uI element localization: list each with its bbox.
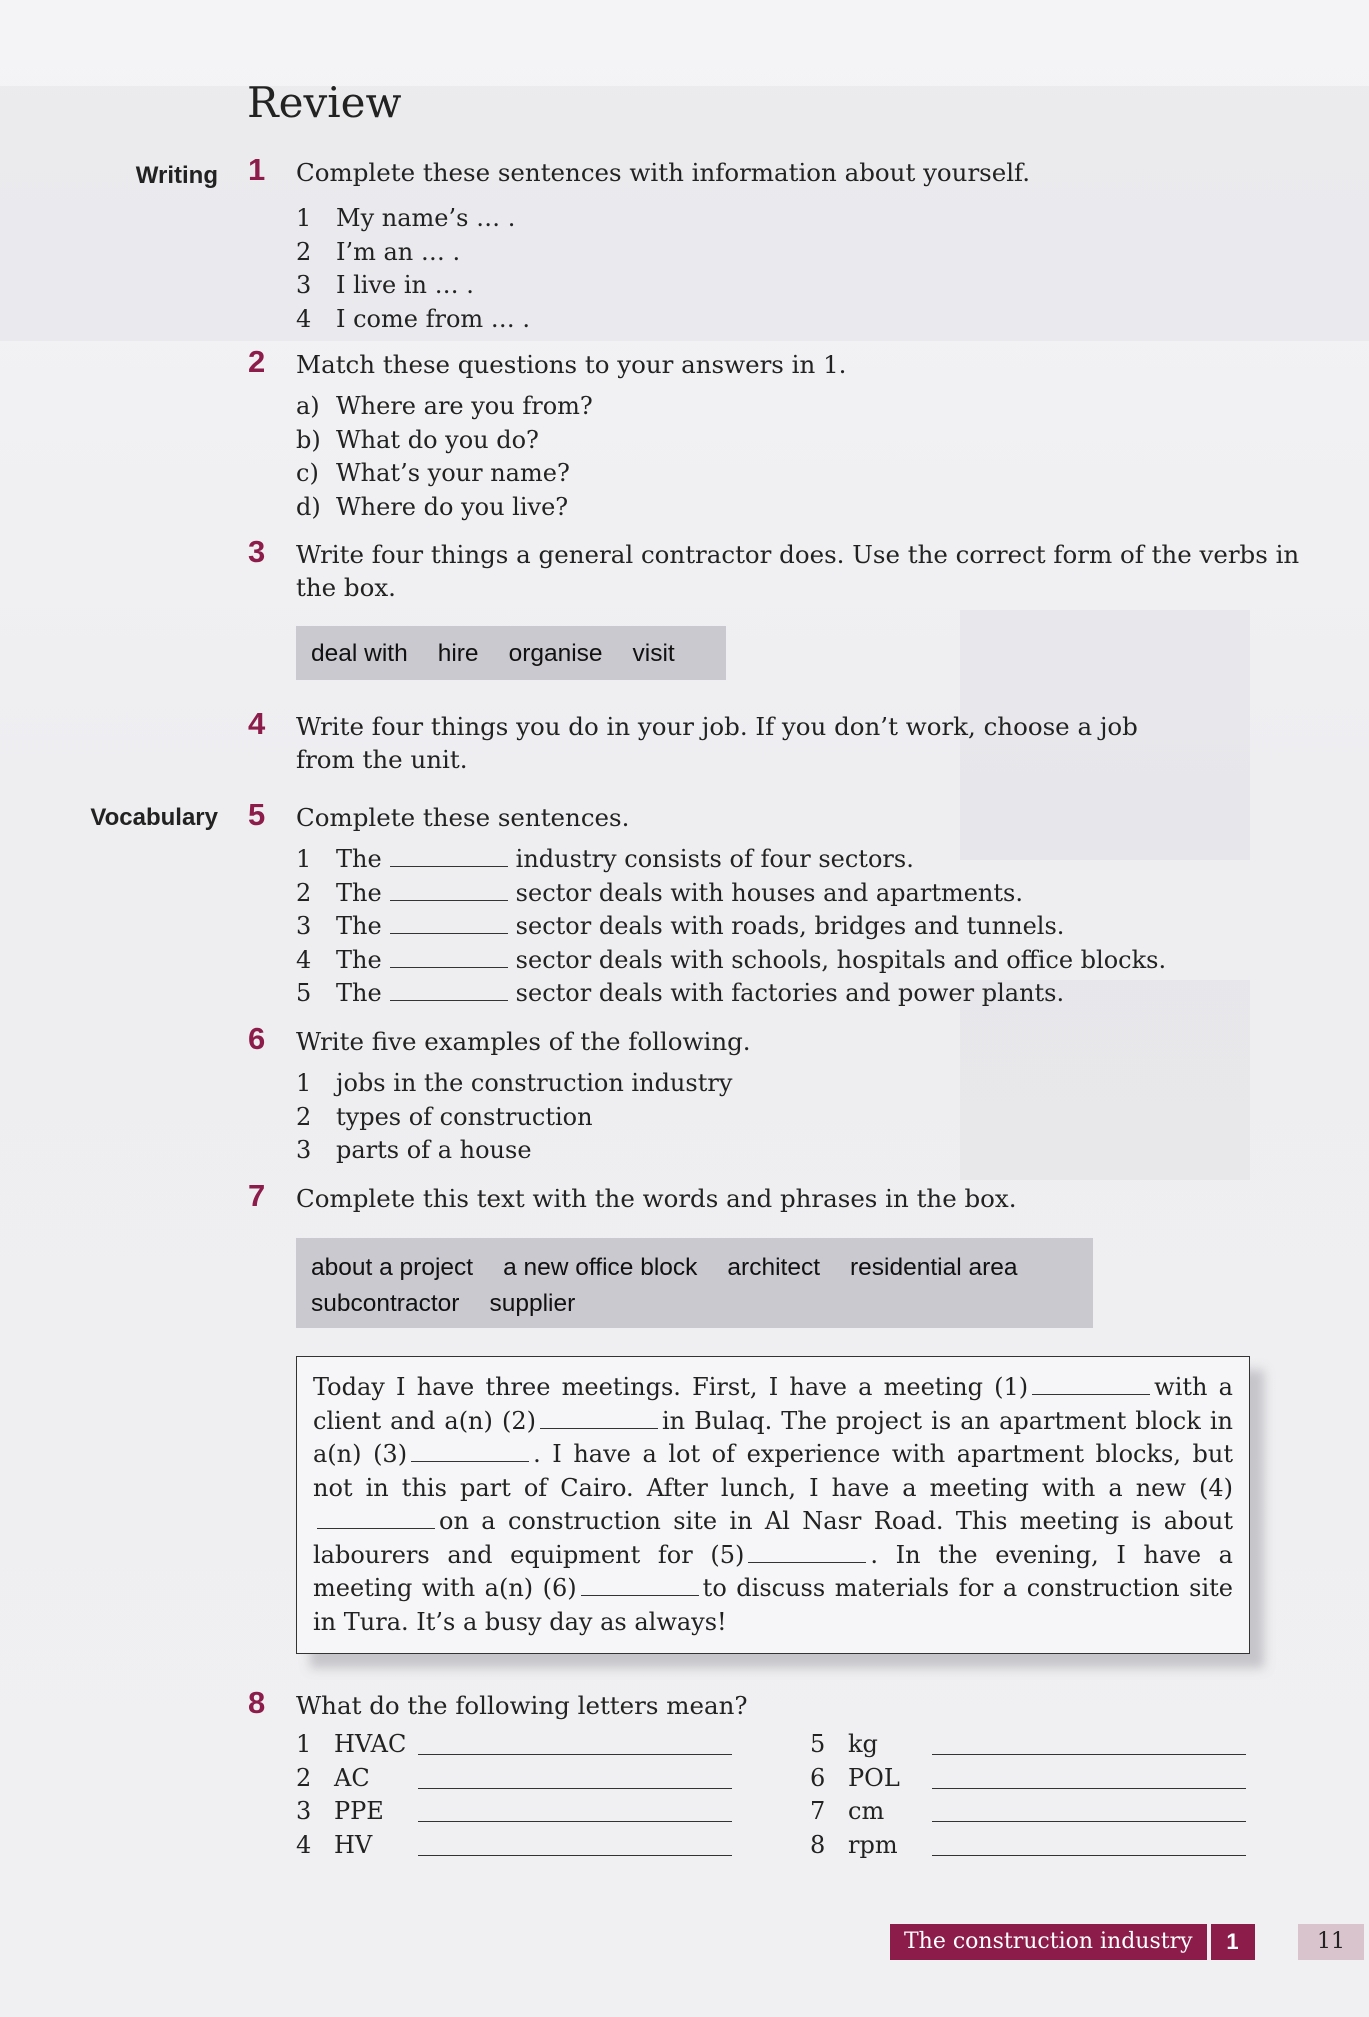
- list-item: c) What’s your name?: [296, 459, 570, 487]
- list-item: b) What do you do?: [296, 425, 539, 454]
- exercise-instruction: What do the following letters mean?: [296, 1691, 748, 1720]
- list-item: 3 The sector deals with roads, bridges and tunnels.: [296, 912, 1065, 940]
- item-list: [296, 843, 1166, 1011]
- answer-line[interactable]: [932, 1855, 1246, 1856]
- passage-text: Today I have three meetings. First, I have a meeting (1) with a client and a(n) (2) in Bulaq. The project is an apartment block in a(n) (3) . I have a lot of experience with apartment blocks, but not in this part of Cairo. After lunch, I have a meeting with a new (4)on a construction site in Al Nasr Road. This meeting is about labourers and equipment for (5) . In the evening, I have a meeting with a(n) (6) to discuss materials for a construction site in Tura. It’s a busy day as always!: [313, 1373, 1233, 1636]
- list-item: 3 I live in … .: [296, 271, 474, 299]
- exercise-number: 6: [248, 1021, 266, 1056]
- exercise-instruction: Write five examples of the following.: [296, 1027, 751, 1056]
- answer-blank[interactable]: [540, 1410, 658, 1429]
- list-item: 1 HVAC: [296, 1728, 736, 1762]
- list-item: 8 rpm: [810, 1829, 1250, 1863]
- list-item: 7 cm: [810, 1795, 1250, 1829]
- list-item: 5 kg: [810, 1728, 1250, 1762]
- exercise-instruction: Write four things a general contractor does. Use the correct form of the verbs in the box.: [296, 540, 1300, 602]
- list-item: 6 POL: [810, 1762, 1250, 1796]
- box-word: supplier: [489, 1290, 576, 1317]
- list-item: 4 The sector deals with schools, hospitals and office blocks.: [296, 945, 1167, 974]
- answer-blank[interactable]: [390, 846, 508, 867]
- abbreviation-list-left: [296, 1728, 736, 1862]
- box-word: a new office block: [503, 1254, 698, 1281]
- box-word: organise: [508, 640, 603, 667]
- answer-blank[interactable]: [1032, 1376, 1150, 1395]
- answer-line[interactable]: [932, 1754, 1246, 1755]
- list-item: 1 The industry consists of four sectors.: [296, 845, 914, 873]
- answer-blank[interactable]: [581, 1577, 699, 1596]
- abbreviation-list-right: [810, 1728, 1250, 1862]
- gap-fill-passage: [296, 1356, 1250, 1654]
- list-item: 2 types of construction: [296, 1102, 593, 1131]
- list-item: 2 I’m an … .: [296, 237, 461, 266]
- answer-blank[interactable]: [390, 913, 508, 934]
- item-list: [296, 202, 530, 336]
- answer-blank[interactable]: [748, 1544, 866, 1563]
- phrase-box: [296, 1238, 1093, 1328]
- answer-blank[interactable]: [390, 947, 508, 968]
- list-item: 1 My name’s … .: [296, 204, 516, 232]
- box-word: architect: [727, 1254, 820, 1281]
- list-item: 5 The sector deals with factories and power plants.: [296, 979, 1065, 1007]
- exercise-instruction: Write four things you do in your job. If you don’t work, choose a job from the unit.: [296, 712, 1138, 774]
- list-item: 3 PPE: [296, 1795, 736, 1829]
- exercise-instruction: Match these questions to your answers in 1.: [296, 350, 847, 379]
- unit-number: 1: [1211, 1924, 1255, 1960]
- box-word: deal with: [311, 640, 408, 667]
- verb-box: [296, 626, 726, 680]
- box-word: residential area: [850, 1254, 1018, 1281]
- list-item: a) Where are you from?: [296, 392, 593, 420]
- list-item: 3 parts of a house: [296, 1136, 532, 1164]
- list-item: 2 The sector deals with houses and apartments.: [296, 878, 1023, 907]
- list-item: 4 HV: [296, 1829, 736, 1863]
- exercise-number: 5: [248, 797, 266, 832]
- list-item: d) Where do you live?: [296, 492, 569, 521]
- bleed-through-band: [0, 86, 1369, 341]
- answer-blank[interactable]: [411, 1443, 529, 1462]
- unit-tag: [890, 1924, 1255, 1960]
- page-number: 11: [1298, 1924, 1364, 1960]
- item-list: [296, 390, 593, 524]
- exercise-number: 1: [248, 152, 266, 187]
- answer-blank[interactable]: [390, 980, 508, 1001]
- exercise-number: 8: [248, 1685, 266, 1720]
- answer-line[interactable]: [418, 1821, 732, 1822]
- answer-line[interactable]: [418, 1754, 732, 1755]
- section-label-vocabulary: Vocabulary: [90, 804, 218, 831]
- answer-line[interactable]: [932, 1821, 1246, 1822]
- answer-line[interactable]: [418, 1855, 732, 1856]
- list-item: 2 AC: [296, 1762, 736, 1796]
- exercise-instruction: Complete these sentences.: [296, 803, 630, 832]
- exercise-number: 4: [248, 706, 266, 741]
- exercise-instruction: Complete these sentences with information about yourself.: [296, 158, 1031, 187]
- box-word: visit: [632, 640, 675, 667]
- section-label-writing: Writing: [135, 162, 218, 189]
- exercise-number: 2: [248, 344, 266, 379]
- answer-line[interactable]: [418, 1788, 732, 1789]
- unit-title: The construction industry: [890, 1924, 1207, 1960]
- page-title: Review: [247, 78, 402, 127]
- answer-line[interactable]: [932, 1788, 1246, 1789]
- answer-blank[interactable]: [390, 880, 508, 901]
- list-item: 1 jobs in the construction industry: [296, 1069, 733, 1097]
- item-list: [296, 1067, 732, 1168]
- box-word: subcontractor: [311, 1290, 460, 1317]
- box-word: about a project: [311, 1254, 474, 1281]
- exercise-number: 3: [248, 534, 266, 569]
- exercise-instruction: Complete this text with the words and phrases in the box.: [296, 1184, 1017, 1213]
- list-item: 4 I come from … .: [296, 304, 531, 333]
- answer-blank[interactable]: [317, 1510, 435, 1529]
- box-word: hire: [437, 640, 479, 667]
- exercise-number: 7: [248, 1178, 266, 1213]
